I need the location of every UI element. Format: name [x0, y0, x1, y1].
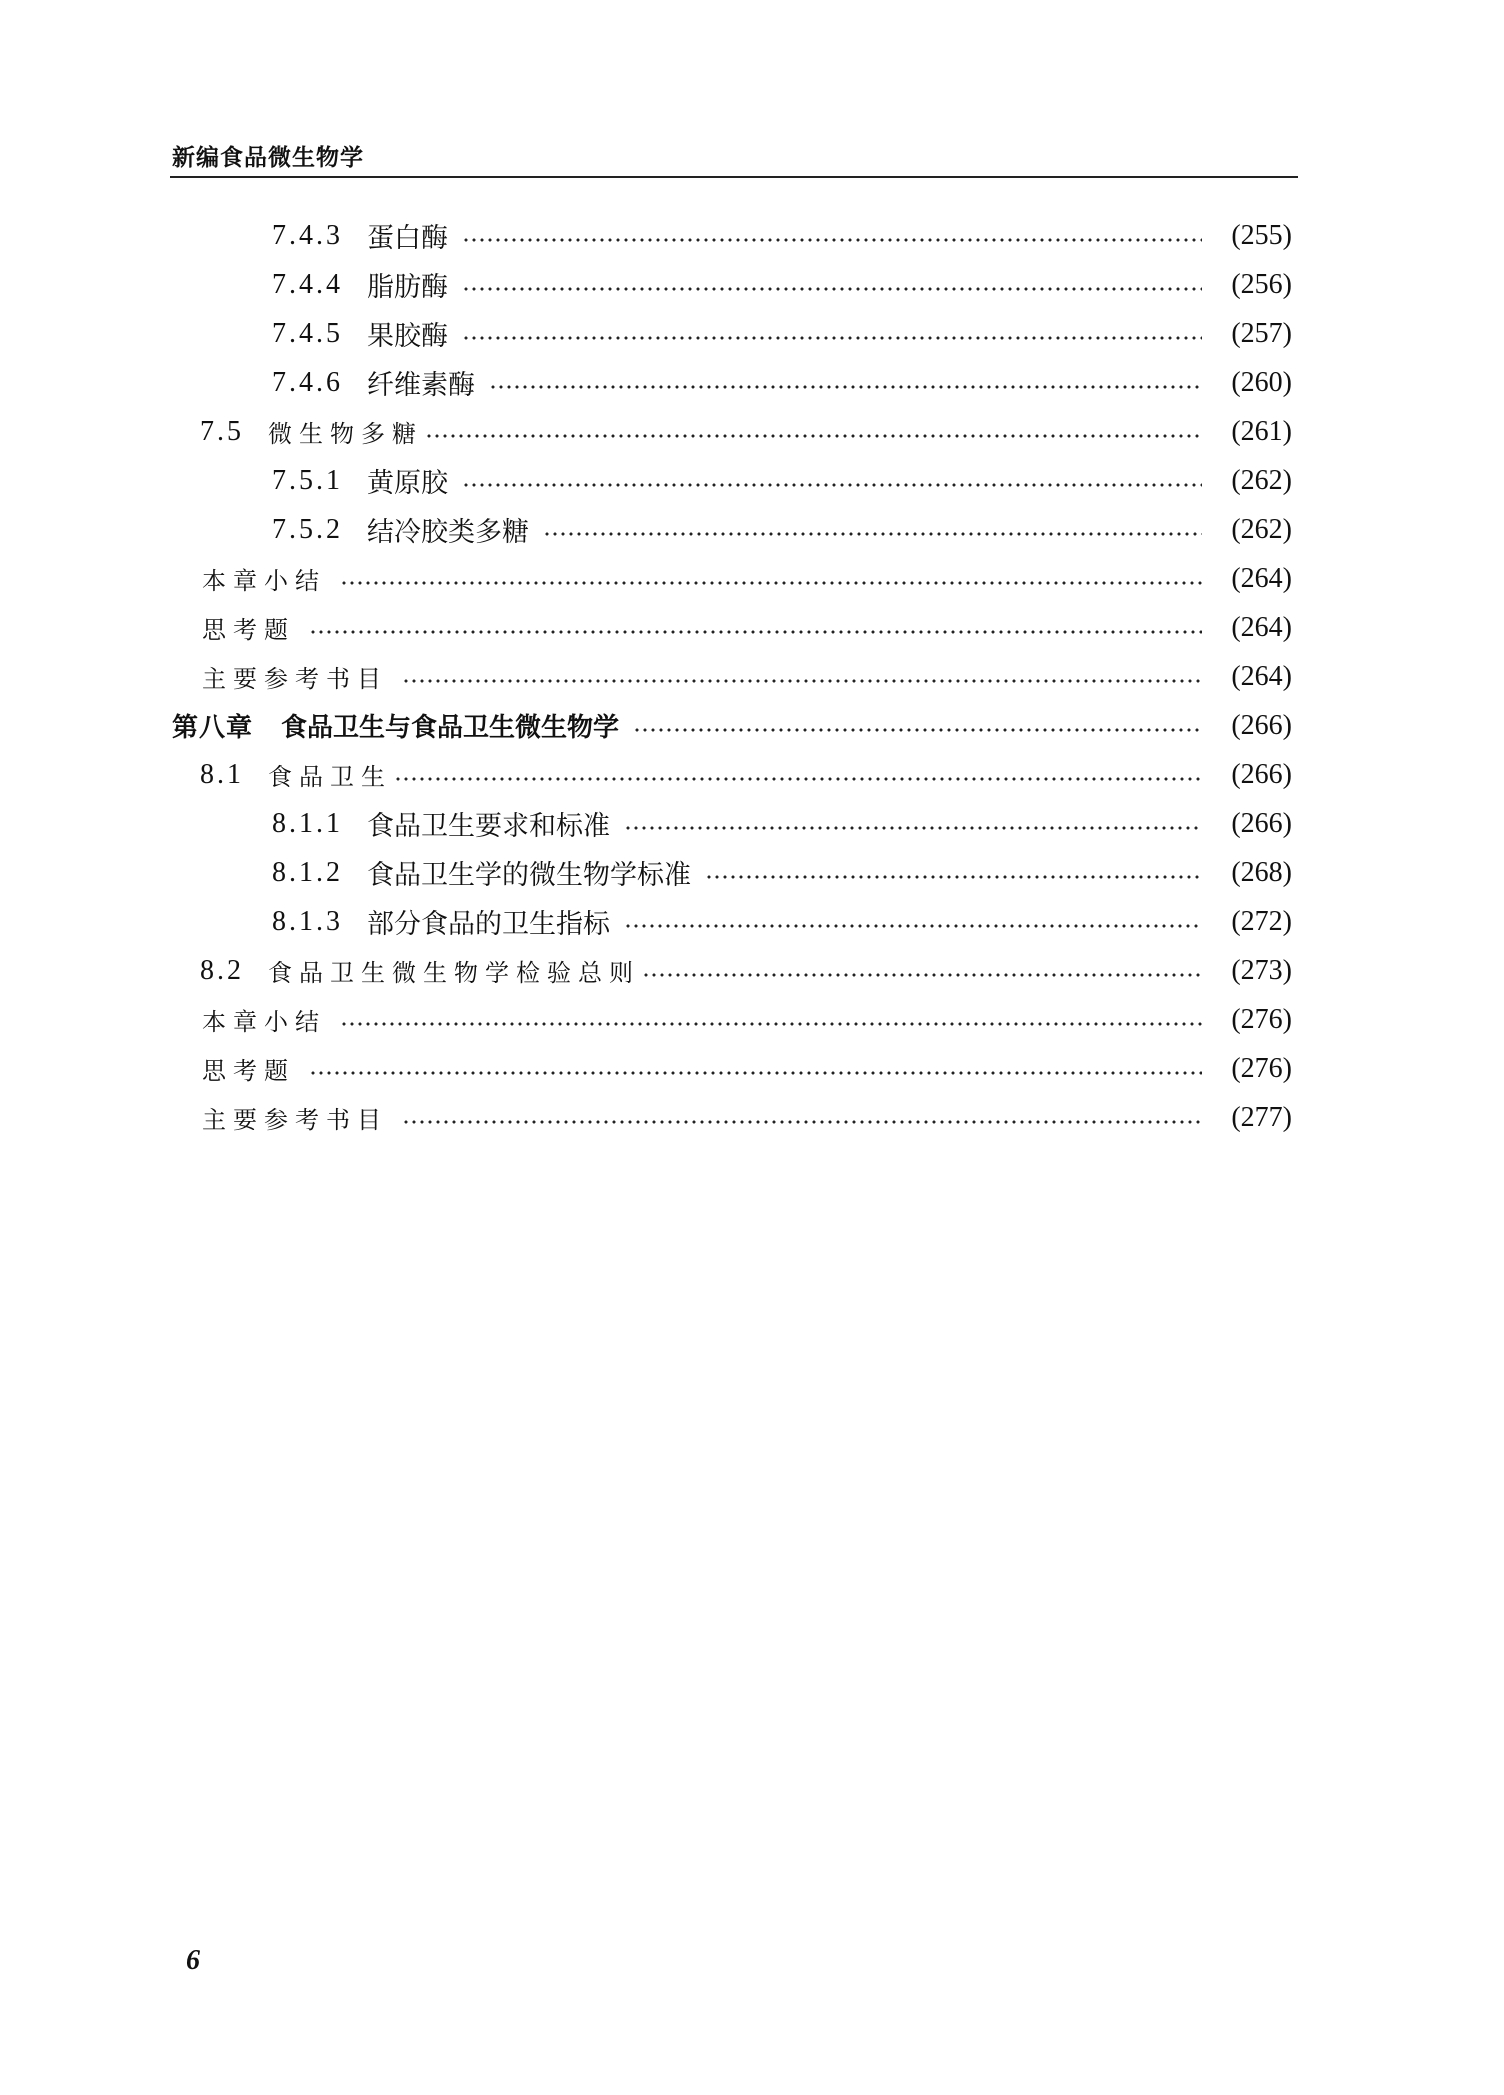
toc-entry-page: (264) — [1231, 562, 1292, 594]
toc-entry[interactable] — [0, 750, 1504, 799]
toc-entry[interactable] — [0, 211, 1504, 260]
toc-entry-number: 7.4.6 — [272, 366, 343, 398]
dot-leader — [633, 701, 1202, 750]
dot-leader — [489, 358, 1202, 407]
toc-entry-title: 食品卫生学的微生物学标准 — [367, 860, 691, 891]
toc-entry[interactable] — [0, 554, 1504, 603]
dot-leader — [309, 603, 1202, 652]
header-rule — [170, 176, 1298, 178]
toc-entry-page: (256) — [1231, 268, 1292, 300]
toc-entry[interactable] — [0, 603, 1504, 652]
toc-entry-page: (262) — [1231, 513, 1292, 545]
toc-entry-number: 7.4.3 — [272, 219, 343, 251]
toc-entry-page: (268) — [1231, 856, 1292, 888]
toc-entry-title: 部分食品的卫生指标 — [367, 909, 610, 940]
toc-entry-page: (266) — [1231, 709, 1292, 741]
toc-entry-title: 微生物多糖 — [268, 420, 423, 448]
toc-entry-number: 7.5.2 — [272, 513, 343, 545]
toc-entry-number: 8.1.1 — [272, 807, 343, 839]
toc-entry-page: (257) — [1231, 317, 1292, 349]
toc-entry-page: (264) — [1231, 611, 1292, 643]
toc-entry-page: (261) — [1231, 415, 1292, 447]
toc-entry-page: (276) — [1231, 1003, 1292, 1035]
dot-leader — [462, 309, 1202, 358]
toc-entry-number: 8.2 — [200, 954, 244, 986]
toc-entry[interactable] — [0, 456, 1504, 505]
dot-leader — [402, 652, 1202, 701]
toc-entry[interactable] — [0, 407, 1504, 456]
toc-entry[interactable] — [0, 946, 1504, 995]
toc-entry-page: (262) — [1231, 464, 1292, 496]
toc-entry-title: 脂肪酶 — [367, 272, 448, 303]
toc-entry-page: (255) — [1231, 219, 1292, 251]
toc-entry-title: 食品卫生微生物学检验总则 — [268, 959, 640, 987]
toc-entry-number: 8.1.2 — [272, 856, 343, 888]
toc-entry-title: 思考题 — [202, 616, 295, 644]
toc-entry[interactable] — [0, 358, 1504, 407]
toc-entry-number: 7.4.4 — [272, 268, 343, 300]
toc-entry[interactable] — [0, 309, 1504, 358]
toc-entry[interactable] — [0, 799, 1504, 848]
toc-entry[interactable] — [0, 995, 1504, 1044]
dot-leader — [543, 505, 1202, 554]
page-number: 6 — [186, 1945, 200, 1976]
toc-entry-title: 本章小结 — [202, 567, 326, 595]
toc-entry-title: 主要参考书目 — [202, 1106, 388, 1134]
toc-entry-page: (266) — [1231, 758, 1292, 790]
toc-entry-page: (264) — [1231, 660, 1292, 692]
dot-leader — [462, 456, 1202, 505]
toc-entry-title: 食品卫生 — [268, 763, 392, 791]
toc-entry-page: (266) — [1231, 807, 1292, 839]
toc-entry-title: 食品卫生要求和标准 — [367, 811, 610, 842]
dot-leader — [624, 799, 1202, 848]
toc-entry-number: 7.5 — [200, 415, 244, 447]
toc-entry-page: (276) — [1231, 1052, 1292, 1084]
toc-entry-page: (272) — [1231, 905, 1292, 937]
dot-leader — [340, 554, 1202, 603]
toc-entry[interactable] — [0, 848, 1504, 897]
toc-entry-number: 8.1.3 — [272, 905, 343, 937]
chapter-number: 第八章 — [172, 713, 254, 743]
toc-entry-title: 思考题 — [202, 1057, 295, 1085]
dot-leader — [462, 211, 1202, 260]
toc-entry-title: 果胶酶 — [367, 321, 448, 352]
toc-entry-number: 8.1 — [200, 758, 244, 790]
dot-leader — [340, 995, 1202, 1044]
toc-entry[interactable] — [0, 897, 1504, 946]
toc-entry[interactable] — [0, 652, 1504, 701]
toc-entry-title: 黄原胶 — [367, 468, 448, 499]
dot-leader — [394, 750, 1202, 799]
toc-entry-page: (260) — [1231, 366, 1292, 398]
dot-leader — [462, 260, 1202, 309]
toc-entry[interactable] — [0, 1044, 1504, 1093]
toc-entry[interactable] — [0, 505, 1504, 554]
dot-leader — [642, 946, 1202, 995]
toc-entry-page: (277) — [1231, 1101, 1292, 1133]
toc-entry[interactable] — [0, 260, 1504, 309]
toc-entry[interactable] — [0, 1093, 1504, 1142]
toc-entry-title: 纤维素酶 — [367, 370, 475, 401]
dot-leader — [402, 1093, 1202, 1142]
running-header-title: 新编食品微生物学 — [172, 145, 364, 171]
toc-entry-number: 7.4.5 — [272, 317, 343, 349]
toc-entry-number: 7.5.1 — [272, 464, 343, 496]
toc-entry-page: (273) — [1231, 954, 1292, 986]
toc-entry-title: 主要参考书目 — [202, 665, 388, 693]
dot-leader — [624, 897, 1202, 946]
dot-leader — [309, 1044, 1202, 1093]
dot-leader — [705, 848, 1202, 897]
toc-entry-title: 蛋白酶 — [367, 223, 448, 254]
chapter-title: 食品卫生与食品卫生微生物学 — [281, 713, 620, 743]
toc-entry-title: 结冷胶类多糖 — [367, 517, 529, 548]
toc-entry-title: 本章小结 — [202, 1008, 326, 1036]
toc-chapter-entry[interactable] — [0, 701, 1504, 750]
dot-leader — [425, 407, 1202, 456]
